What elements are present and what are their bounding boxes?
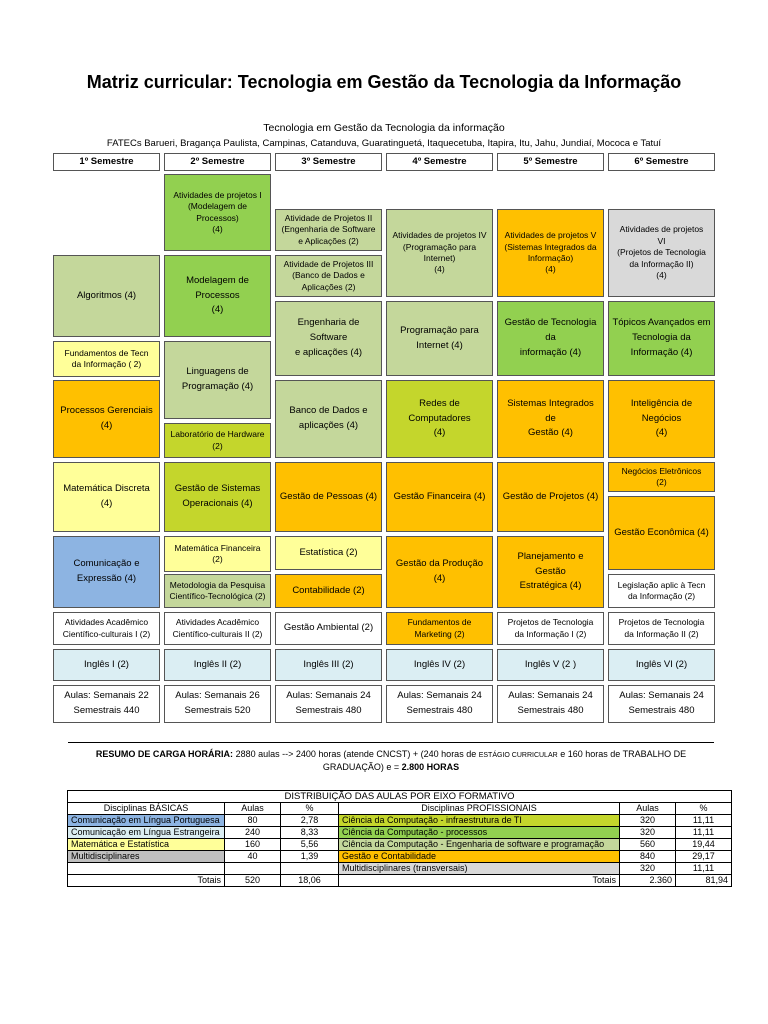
- course-gestao-pessoas-line-1: Gestão de Pessoas (4): [279, 490, 378, 502]
- prof-discipline: Ciência da Computação - Engenharia de software e programação: [339, 839, 620, 851]
- course-fundamentos-marketing: [386, 612, 493, 645]
- course-processos-gerenciais-line-1: Processos Gerenciais: [60, 405, 153, 417]
- course-ingles-5: [497, 649, 604, 681]
- aulas-summary-1-line-1: Aulas: Semanais 22: [64, 690, 149, 702]
- course-fundamentos-marketing-line-1: Fundamentos de: [407, 617, 472, 628]
- course-gso-line-2: Operacionais (4): [182, 498, 253, 509]
- prof-pct: 19,44: [676, 839, 732, 851]
- prof-aulas: 320: [620, 863, 676, 875]
- aulas-summary-6: [608, 685, 715, 723]
- course-ingles-2-line-1: Inglês II (2): [193, 658, 242, 670]
- course-projetos-ti-2-line-2: da Informação II (2): [624, 628, 699, 639]
- aulas-summary-3-line-1: Aulas: Semanais 24: [286, 690, 371, 702]
- prof-totals-aulas: 2.360: [620, 875, 676, 887]
- course-atividades-projetos-4-line-3: Internet): [423, 253, 456, 263]
- summary-divider: [68, 742, 714, 743]
- course-projetos-ti-1-line-1: Projetos de Tecnologia: [507, 617, 594, 628]
- course-gestao-financeira: [386, 462, 493, 532]
- course-atividades-projetos-3-line-3: Aplicações (2): [301, 281, 356, 292]
- course-engenharia-software: [275, 301, 382, 376]
- course-atividades-projetos-4: [386, 209, 493, 297]
- basic-discipline: Comunicação em Língua Portuguesa: [68, 815, 225, 827]
- course-contabilidade: [275, 574, 382, 608]
- course-aacc-2-line-1: Atividades Acadêmico: [175, 617, 260, 628]
- course-gestao-financeira-line-1: Gestão Financeira (4): [393, 490, 486, 502]
- course-gestao-economica: [608, 496, 715, 570]
- basic-discipline: Matemática e Estatística: [68, 839, 225, 851]
- course-gestao-projetos: [497, 462, 604, 532]
- course-comunicacao-line-1: Comunicação e: [73, 558, 140, 570]
- semester-header-6-line-1: 6º Semestre: [634, 155, 689, 167]
- course-aacc-1-line-2: Científico-culturais I (2): [62, 628, 151, 639]
- course-topicos-avancados-line-2: Tecnologia da: [632, 332, 691, 344]
- course-aacc-1-line-1: Atividades Acadêmico: [64, 617, 149, 628]
- course-inteligencia-negocios-line-1: Inteligência de Negócios: [630, 397, 693, 424]
- basic-totals-pct: 18,06: [281, 875, 339, 887]
- aulas-summary-4-line-1: Aulas: Semanais 24: [397, 690, 482, 702]
- course-algoritmos-line-1: Algoritmos (4): [76, 289, 137, 301]
- prof-pct: 11,11: [676, 827, 732, 839]
- semester-header-2-line-1: 2º Semestre: [190, 155, 245, 167]
- basic-totals-label: Totais: [68, 875, 225, 887]
- semester-header-5-line-1: 5º Semestre: [523, 155, 578, 167]
- course-algoritmos: [53, 255, 160, 337]
- campus-list: FATECs Barueri, Bragança Paulista, Campinas, Catanduva, Guaratinguetá, Itaquecetuba, Itapira, Itu, Jahu, Jundiaí, Mococa e Tatuí: [106, 138, 662, 149]
- course-atividades-projetos-2: [275, 209, 382, 251]
- semester-header-4-line-1: 4º Semestre: [412, 155, 467, 167]
- summary-total: 2.800 HORAS: [401, 762, 460, 773]
- semester-header-2: [164, 153, 271, 171]
- workload-summary: [68, 748, 714, 774]
- aulas-summary-1: [53, 685, 160, 723]
- course-metodologia-line-1: Metodologia da Pesquisa: [169, 579, 266, 590]
- course-projetos-ti-1: [497, 612, 604, 645]
- summary-label: RESUMO DE CARGA HORÁRIA:: [95, 749, 234, 759]
- course-banco-dados: [275, 380, 382, 458]
- aulas-summary-6-line-2: Semestrais 480: [628, 705, 695, 716]
- course-programacao-internet-line-2: Internet (4): [416, 339, 463, 351]
- course-topicos-avancados-line-3: Informação (4): [630, 346, 693, 358]
- course-planejamento: [497, 536, 604, 608]
- course-linguagens-line-1: Linguagens de: [186, 366, 249, 378]
- prof-aulas-header: Aulas: [620, 803, 676, 815]
- course-negocios-eletronicos-line-2: (2): [656, 477, 667, 487]
- course-atividades-projetos-2-line-2: (Engenharia de Software: [281, 224, 376, 235]
- course-comunicacao-line-2: Expressão (4): [76, 573, 137, 584]
- course-linguagens: [164, 341, 271, 419]
- basic-aulas: 80: [225, 815, 281, 827]
- course-gestao-ambiental: [275, 612, 382, 645]
- semester-header-3: [275, 153, 382, 171]
- course-projetos-ti-1-line-2: da Informação I (2): [514, 628, 587, 639]
- course-ingles-6: [608, 649, 715, 681]
- course-ingles-1-line-1: Inglês I (2): [84, 658, 129, 670]
- course-topicos-avancados: [608, 301, 715, 376]
- course-estatistica: [275, 536, 382, 570]
- course-gestao-producao: [386, 536, 493, 608]
- course-atividades-projetos-1: [164, 174, 271, 251]
- course-sistemas-integrados-line-1: Sistemas Integrados de: [507, 397, 594, 424]
- course-projetos-ti-2: [608, 612, 715, 645]
- aulas-summary-2: [164, 685, 271, 723]
- course-ingles-3: [275, 649, 382, 681]
- course-inteligencia-negocios-line-2: (4): [655, 427, 668, 439]
- course-atividades-projetos-4-line-2: (Programação para: [402, 241, 477, 252]
- course-modelagem-processos: [164, 255, 271, 337]
- aulas-summary-6-line-1: Aulas: Semanais 24: [619, 690, 704, 702]
- aulas-summary-1-line-2: Semestrais 440: [73, 705, 140, 716]
- prof-pct-header: %: [676, 803, 732, 815]
- course-planejamento-line-1: Planejamento e Gestão: [517, 550, 584, 577]
- page-title: Matriz curricular: Tecnologia em Gestão da Tecnologia da Informação: [86, 72, 682, 92]
- summary-text-2: e 160 horas de TRABALHO DE: [557, 749, 687, 759]
- course-inteligencia-negocios: [608, 380, 715, 458]
- course-negocios-eletronicos: [608, 462, 715, 492]
- course-atividades-projetos-2-line-1: Atividade de Projetos II: [284, 212, 373, 223]
- prof-pct: 29,17: [676, 851, 732, 863]
- distribution-header-row: [68, 803, 732, 815]
- course-atividades-projetos-3-line-1: Atividade de Projetos III: [283, 258, 374, 269]
- course-aacc-2: [164, 612, 271, 645]
- distribution-title: DISTRIBUIÇÃO DAS AULAS POR EIXO FORMATIVO: [68, 791, 732, 803]
- course-engenharia-software-line-1: Engenharia de Software: [297, 317, 360, 344]
- course-processos-gerenciais-line-2: (4): [100, 420, 113, 431]
- course-banco-dados-line-2: aplicações (4): [298, 420, 359, 431]
- semester-header-1: [53, 153, 160, 171]
- course-matematica-financeira-line-2: (2): [212, 554, 223, 564]
- basic-pct: [281, 863, 339, 875]
- basic-pct: 8,33: [281, 827, 339, 839]
- course-ingles-5-line-1: Inglês V (2 ): [524, 658, 577, 670]
- course-fundamentos-marketing-line-2: Marketing (2): [414, 628, 465, 639]
- course-atividades-projetos-1-line-3: Processos): [196, 212, 239, 223]
- course-ingles-4: [386, 649, 493, 681]
- summary-estagio: ESTÁGIO CURRICULAR: [478, 752, 558, 759]
- course-lab-hardware-line-1: Laboratório de Hardware: [170, 429, 265, 440]
- course-sistemas-integrados: [497, 380, 604, 458]
- course-atividades-projetos-2-line-3: e Aplicações (2): [298, 235, 359, 246]
- course-fundamentos-ti-line-1: Fundamentos de Tecn: [64, 347, 149, 358]
- basic-pct: 5,56: [281, 839, 339, 851]
- course-modelagem-processos-line-1: Modelagem de: [186, 274, 249, 286]
- course-legislacao-line-2: da Informação (2): [627, 591, 696, 601]
- course-fundamentos-ti-line-2: da Informação ( 2): [71, 359, 142, 369]
- course-fundamentos-ti: [53, 341, 160, 377]
- prof-totals-label: Totais: [339, 875, 620, 887]
- course-sistemas-integrados-line-2: Gestão (4): [528, 427, 573, 439]
- course-metodologia: [164, 574, 271, 608]
- aulas-summary-2-line-1: Aulas: Semanais 26: [175, 690, 260, 702]
- course-matematica-discreta-line-1: Matemática Discreta (4): [63, 483, 150, 509]
- course-atividades-projetos-6-line-4: da Informação II): [629, 258, 694, 269]
- distribution-row: [68, 851, 732, 863]
- course-atividades-projetos-3-line-2: (Banco de Dados e: [292, 270, 365, 281]
- basic-pct: 1,39: [281, 851, 339, 863]
- course-ingles-1: [53, 649, 160, 681]
- course-atividades-projetos-5-line-3: Informação): [527, 253, 574, 263]
- course-linguagens-line-2: Programação (4): [181, 381, 254, 392]
- course-atividades-projetos-5-line-2: (Sistemas Integrados da: [504, 241, 597, 252]
- basic-aulas: 240: [225, 827, 281, 839]
- course-gso: [164, 462, 271, 532]
- course-topicos-avancados-line-1: Tópicos Avançados em: [612, 317, 711, 329]
- course-modelagem-processos-line-3: (4): [211, 304, 224, 316]
- semester-header-3-line-1: 3º Semestre: [301, 155, 356, 167]
- basic-pct: 2,78: [281, 815, 339, 827]
- course-matematica-financeira: [164, 536, 271, 572]
- course-processos-gerenciais: [53, 380, 160, 458]
- prof-discipline: Ciência da Computação - infraestrutura de TI: [339, 815, 620, 827]
- distribution-row: [68, 827, 732, 839]
- course-atividades-projetos-6-line-3: (Projetos de Tecnologia: [617, 247, 706, 258]
- aulas-summary-4-line-2: Semestrais 480: [406, 705, 473, 716]
- course-redes-line-2: (4): [433, 427, 446, 439]
- course-redes: [386, 380, 493, 458]
- basic-header: Disciplinas BÁSICAS: [68, 803, 225, 815]
- course-gestao-ti: [497, 301, 604, 376]
- course-negocios-eletronicos-line-1: Negócios Eletrônicos: [621, 465, 702, 476]
- semester-header-1-line-1: 1º Semestre: [79, 155, 134, 167]
- prof-discipline: Ciência da Computação - processos: [339, 827, 620, 839]
- basic-aulas: 160: [225, 839, 281, 851]
- distribution-row: [68, 839, 732, 851]
- basic-discipline: Comunicação em Língua Estrangeira: [68, 827, 225, 839]
- aulas-summary-5-line-2: Semestrais 480: [517, 705, 584, 716]
- course-ingles-3-line-1: Inglês III (2): [303, 658, 354, 670]
- course-estatistica-line-1: Estatística (2): [299, 546, 358, 558]
- course-gestao-ti-line-1: Gestão de Tecnologia da: [504, 317, 597, 344]
- course-programacao-internet: [386, 301, 493, 376]
- course-atividades-projetos-6: [608, 209, 715, 297]
- distribution-title-row: [68, 791, 732, 803]
- prof-discipline: Multidisciplinares (transversais): [339, 863, 620, 875]
- course-atividades-projetos-5-line-4: (4): [545, 264, 556, 275]
- course-atividades-projetos-1-line-1: Atividades de projetos I: [173, 189, 262, 200]
- course-atividades-projetos-4-line-1: Atividades de projetos IV: [392, 230, 487, 241]
- basic-pct-header: %: [281, 803, 339, 815]
- course-contabilidade-line-1: Contabilidade (2): [292, 584, 365, 596]
- distribution-table: [67, 790, 732, 887]
- semester-header-5: [497, 153, 604, 171]
- course-atividades-projetos-3: [275, 255, 382, 297]
- course-aacc-2-line-2: Científico-culturais II (2): [172, 628, 263, 639]
- summary-text-3: GRADUAÇÃO) e =: [322, 762, 402, 773]
- basic-aulas: [225, 863, 281, 875]
- basic-aulas: 40: [225, 851, 281, 863]
- prof-aulas: 320: [620, 815, 676, 827]
- course-atividades-projetos-6-line-2: VI: [657, 235, 666, 246]
- course-atividades-projetos-1-line-4: (4): [212, 223, 223, 234]
- course-atividades-projetos-5-line-1: Atividades de projetos V: [504, 230, 597, 241]
- distribution-totals-row: [68, 875, 732, 887]
- prof-totals-pct: 81,94: [676, 875, 732, 887]
- basic-discipline: Multidisciplinares: [68, 851, 225, 863]
- course-atividades-projetos-6-line-1: Atividades de projetos: [619, 224, 704, 235]
- course-ingles-4-line-1: Inglês IV (2): [413, 658, 466, 670]
- course-aacc-1: [53, 612, 160, 645]
- summary-text-1: 2880 aulas --> 2400 horas (atende CNCST) + (240 horas de: [233, 749, 479, 759]
- course-projetos-ti-2-line-1: Projetos de Tecnologia: [618, 617, 705, 628]
- prof-pct: 11,11: [676, 863, 732, 875]
- course-banco-dados-line-1: Banco de Dados e: [289, 405, 368, 417]
- course-planejamento-line-2: Estratégica (4): [519, 580, 582, 592]
- aulas-summary-2-line-2: Semestrais 520: [184, 705, 251, 716]
- course-matematica-financeira-line-1: Matemática Financeira: [174, 542, 261, 553]
- course-redes-line-1: Redes de Computadores: [408, 397, 471, 424]
- course-metodologia-line-2: Científico-Tecnológica (2): [169, 591, 266, 601]
- prof-aulas: 840: [620, 851, 676, 863]
- course-subtitle: Tecnologia em Gestão da Tecnologia da informação: [263, 122, 505, 134]
- prof-discipline: Gestão e Contabilidade: [339, 851, 620, 863]
- course-modelagem-processos-line-2: Processos: [195, 289, 240, 301]
- course-atividades-projetos-5: [497, 209, 604, 297]
- course-gestao-economica-line-1: Gestão Econômica (4): [614, 526, 709, 538]
- course-comunicacao: [53, 536, 160, 608]
- course-gestao-producao-line-1: Gestão da Produção (4): [395, 558, 484, 584]
- course-gestao-ti-line-2: informação (4): [519, 346, 582, 358]
- course-atividades-projetos-6-line-5: (4): [656, 270, 667, 281]
- aulas-summary-4: [386, 685, 493, 723]
- course-engenharia-software-line-2: e aplicações (4): [294, 346, 363, 358]
- basic-discipline: [68, 863, 225, 875]
- course-ingles-6-line-1: Inglês VI (2): [635, 658, 688, 670]
- distribution-row: [68, 815, 732, 827]
- course-lab-hardware-line-2: (2): [212, 440, 223, 451]
- basic-totals-aulas: 520: [225, 875, 281, 887]
- course-programacao-internet-line-1: Programação para: [400, 324, 479, 336]
- aulas-summary-5-line-1: Aulas: Semanais 24: [508, 690, 593, 702]
- prof-pct: 11,11: [676, 815, 732, 827]
- aulas-summary-3-line-2: Semestrais 480: [295, 705, 362, 716]
- semester-header-4: [386, 153, 493, 171]
- distribution-row: [68, 863, 732, 875]
- semester-header-6: [608, 153, 715, 171]
- course-matematica-discreta: [53, 462, 160, 532]
- prof-aulas: 320: [620, 827, 676, 839]
- aulas-summary-3: [275, 685, 382, 723]
- course-atividades-projetos-4-line-4: (4): [434, 264, 445, 275]
- course-gestao-projetos-line-1: Gestão de Projetos (4): [502, 490, 599, 502]
- course-lab-hardware: [164, 423, 271, 458]
- course-gso-line-1: Gestão de Sistemas: [174, 483, 261, 495]
- aulas-summary-5: [497, 685, 604, 723]
- course-gestao-ambiental-line-1: Gestão Ambiental (2): [283, 622, 374, 634]
- course-gestao-pessoas: [275, 462, 382, 532]
- course-legislacao: [608, 574, 715, 608]
- course-atividades-projetos-1-line-2: (Modelagem de: [187, 201, 248, 212]
- course-ingles-2: [164, 649, 271, 681]
- course-legislacao-line-1: Legislação aplic à Tecn: [617, 579, 706, 590]
- prof-aulas: 560: [620, 839, 676, 851]
- basic-aulas-header: Aulas: [225, 803, 281, 815]
- prof-header: Disciplinas PROFISSIONAIS: [339, 803, 620, 815]
